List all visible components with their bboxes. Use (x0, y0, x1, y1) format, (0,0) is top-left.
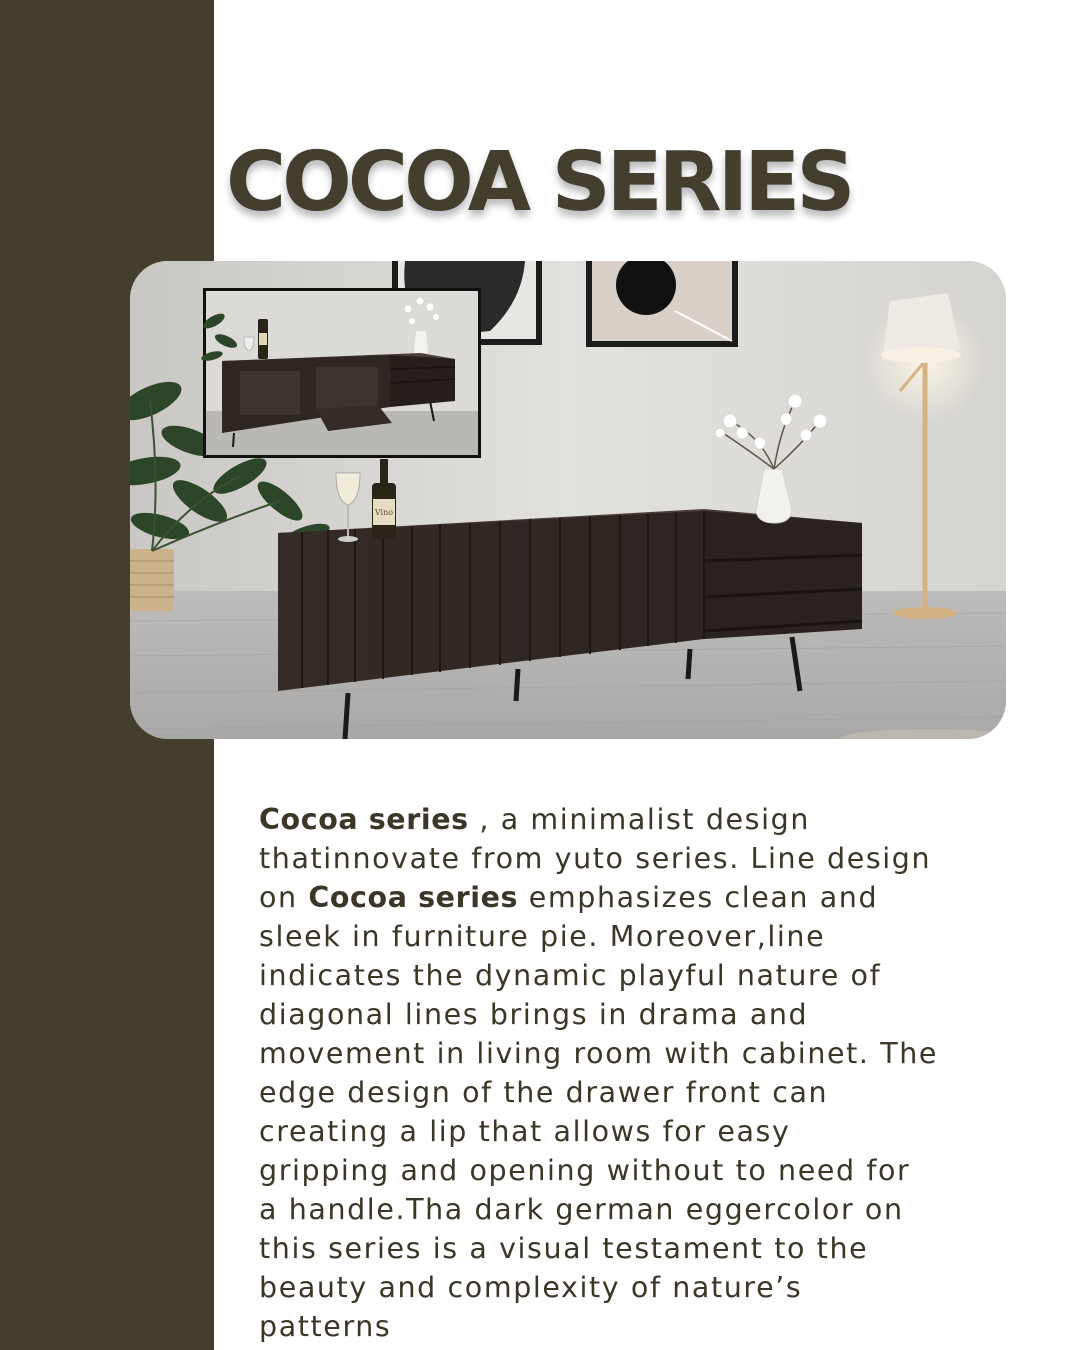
description-bold-2: Cocoa series (308, 881, 519, 914)
page-title: COCOA SERIES (226, 135, 852, 230)
wall-art-right (586, 261, 738, 347)
product-photo (130, 261, 1006, 739)
description-text-1: , a minimalist design thatinnovate from yuto series. Line design on (259, 803, 932, 914)
description-paragraph (259, 800, 999, 1346)
description-text-2: emphasizes clean and sleek in furniture pie. Moreover,line indicates the dynamic playful nature of diagonal lines brings in drama and movement in living room with cabinet. The edge design of the drawer front can creating a lip that allows for easy gripping and opening without to need for a handle.Tha dark german eggercolor on this series is a visual testament to the beauty and complexity of nature’s patterns (259, 881, 939, 1343)
inset-photo (200, 288, 481, 458)
description-bold-1: Cocoa series (259, 803, 469, 836)
bottle-label-text: Vino (374, 508, 394, 517)
